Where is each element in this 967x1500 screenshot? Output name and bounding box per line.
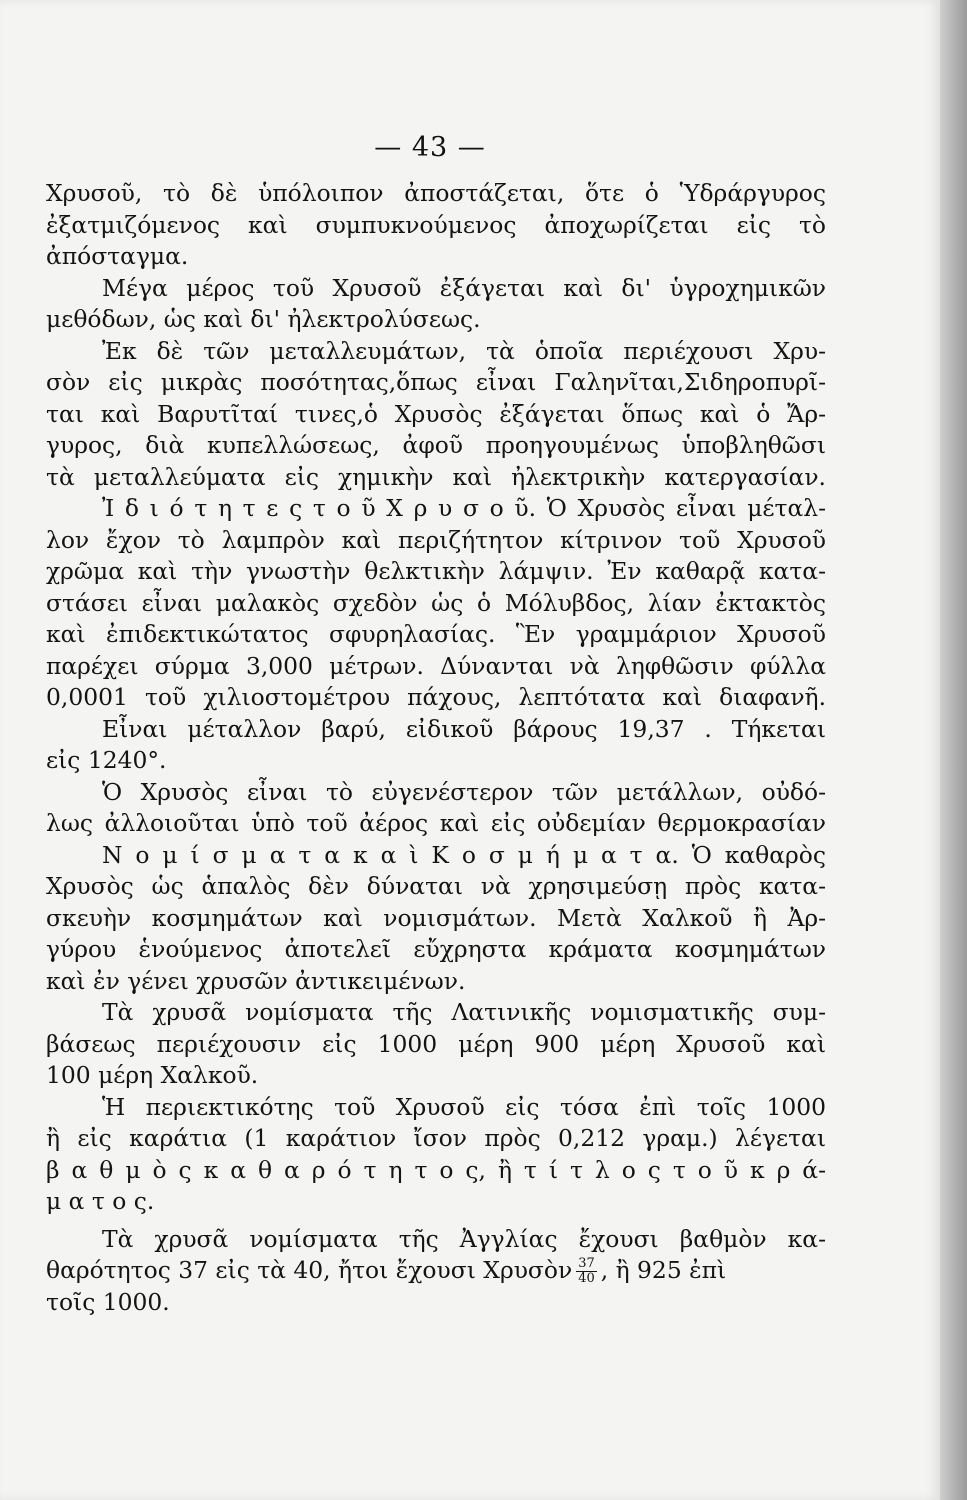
text-line: χρῶμα καὶ τὴν γνωστὴν θελκτικὴν λάμψιν. Ἐν καθαρᾷ κατα- (46, 557, 826, 585)
text-line: ἢ εἰς καράτια (1 καράτιον ἴσον πρὸς 0,212 γραμ.) λέγεται (46, 1124, 826, 1152)
text-line: λως ἀλλοιοῦται ὑπὸ τοῦ ἀέρος καὶ εἰς οὐδεμίαν θερμοκρασίαν (46, 809, 826, 837)
text-line: εἰς 1240°. (46, 746, 167, 774)
text-line: Εἶναι μέταλλον βαρύ, εἰδικοῦ βάρους 19,37 . Τήκεται (102, 714, 826, 743)
text-line: γυρος, διὰ κυπελλώσεως, ἀφοῦ προηγουμένως ὑποβληθῶσι (46, 431, 826, 459)
text-line: σὸν εἰς μικρὰς ποσότητας,ὅπως εἶναι Γαληνῖται,Σιδηροπυρῖ- (46, 368, 826, 396)
text-line: Ἡ περιεκτικότης τοῦ Χρυσοῦ εἰς τόσα ἐπὶ τοῖς 1000 (102, 1092, 826, 1121)
fraction-line (46, 1255, 826, 1287)
text-line: ἐξατμιζόμενος καὶ συμπυκνούμενος ἀποχωρίζεται εἰς τὸ (46, 210, 826, 239)
section-heading-line: Ν ο μ ί σ μ α τ α κ α ὶ Κ ο σ μ ή μ α τ α. Ὁ καθαρὸς (102, 840, 826, 869)
text-line: μ α τ ο ς. (46, 1187, 155, 1215)
text-line: λον ἔχον τὸ λαμπρὸν καὶ περιζήτητον κίτρινον τοῦ Χρυσοῦ (46, 525, 826, 554)
text-line: Μέγα μέρος τοῦ Χρυσοῦ ἐξάγεται καὶ δι' ὑγροχημικῶν (102, 273, 826, 302)
page-number: — 43 — (374, 132, 486, 163)
text-line: καὶ ἐπιδεκτικώτατος σφυρηλασίας. Ἓν γραμμάριον Χρυσοῦ (46, 620, 826, 648)
fraction (576, 1257, 597, 1286)
text-line: παρέχει σύρμα 3,000 μέτρων. Δύνανται νὰ ληφθῶσιν φύλλα (46, 651, 826, 680)
text-line: τὰ μεταλλεύματα εἰς χημικὴν καὶ ἠλεκτρικὴν κατεργασίαν. (46, 462, 826, 491)
text-line: 0,0001 τοῦ χιλιοστομέτρου πάχους, λεπτότατα καὶ διαφανῆ. (46, 683, 826, 711)
text-line: Χρυσὸς ὡς ἁπαλὸς δὲν δύναται νὰ χρησιμεύσῃ πρὸς κατα- (46, 872, 826, 900)
text-line: 100 μέρη Χαλκοῦ. (46, 1061, 259, 1089)
text-line: καὶ ἐν γένει χρυσῶν ἀντικειμένων. (46, 966, 466, 995)
text-line: Τὰ χρυσᾶ νομίσματα τῆς Ἀγγλίας ἔχουσι βαθμὸν κα- (102, 1224, 826, 1253)
section-heading-line: Ἰ δ ι ό τ η τ ε ς τ ο ῦ Χ ρ υ σ ο ῦ. Ὁ Χρυσὸς εἶναι μέταλ- (102, 494, 826, 522)
text-line: μεθόδων, ὡς καὶ δι' ἠλεκτρολύσεως. (46, 305, 481, 333)
text-line: Χρυσοῦ, τὸ δὲ ὑπόλοιπον ἀποστάζεται, ὅτε ὁ Ὑδράργυρος (46, 179, 826, 207)
text-line: στάσει εἶναι μαλακὸς σχεδὸν ὡς ὁ Μόλυβδος, λίαν ἐκτακτὸς (46, 588, 826, 617)
text-line: τοῖς 1000. (46, 1287, 170, 1316)
text-line: σκευὴν κοσμημάτων καὶ νομισμάτων. Μετὰ Χαλκοῦ ἢ Ἀρ- (46, 903, 826, 932)
fraction-denominator: 40 (578, 1271, 595, 1286)
page-edge (940, 0, 967, 1500)
text-line: Τὰ χρυσᾶ νομίσματα τῆς Λατινικῆς νομισματικῆς συμ- (102, 998, 826, 1026)
text-fragment: , ἢ 925 ἐπὶ (600, 1256, 727, 1284)
body-text (46, 178, 826, 1318)
text-line: ἀπόσταγμα. (46, 242, 189, 270)
text-line: βάσεως περιέχουσιν εἰς 1000 μέρη 900 μέρη Χρυσοῦ καὶ (46, 1029, 826, 1058)
text-fragment: θαρότητος 37 εἰς τὰ 40, ἤτοι ἔχουσι Χρυσὸν (46, 1256, 573, 1284)
text-line: β α θ μ ὸ ς κ α θ α ρ ό τ η τ ο ς, ἢ τ ί τ λ ο ς τ ο ῦ κ ρ ά- (46, 1155, 826, 1184)
text-line: γύρου ἑνούμενος ἀποτελεῖ εὔχρηστα κράματα κοσμημάτων (46, 935, 826, 963)
text-line: Ὁ Χρυσὸς εἶναι τὸ εὐγενέστερον τῶν μετάλλων, οὐδό- (102, 777, 826, 806)
fraction-numerator: 37 (578, 1256, 595, 1271)
text-line: Ἐκ δὲ τῶν μεταλλευμάτων, τὰ ὁποῖα περιέχουσι Χρυ- (102, 336, 826, 365)
text-line: ται καὶ Βαρυτῖταί τινες,ὁ Χρυσὸς ἐξάγεται ὅπως καὶ ὁ Ἄρ- (46, 399, 826, 428)
